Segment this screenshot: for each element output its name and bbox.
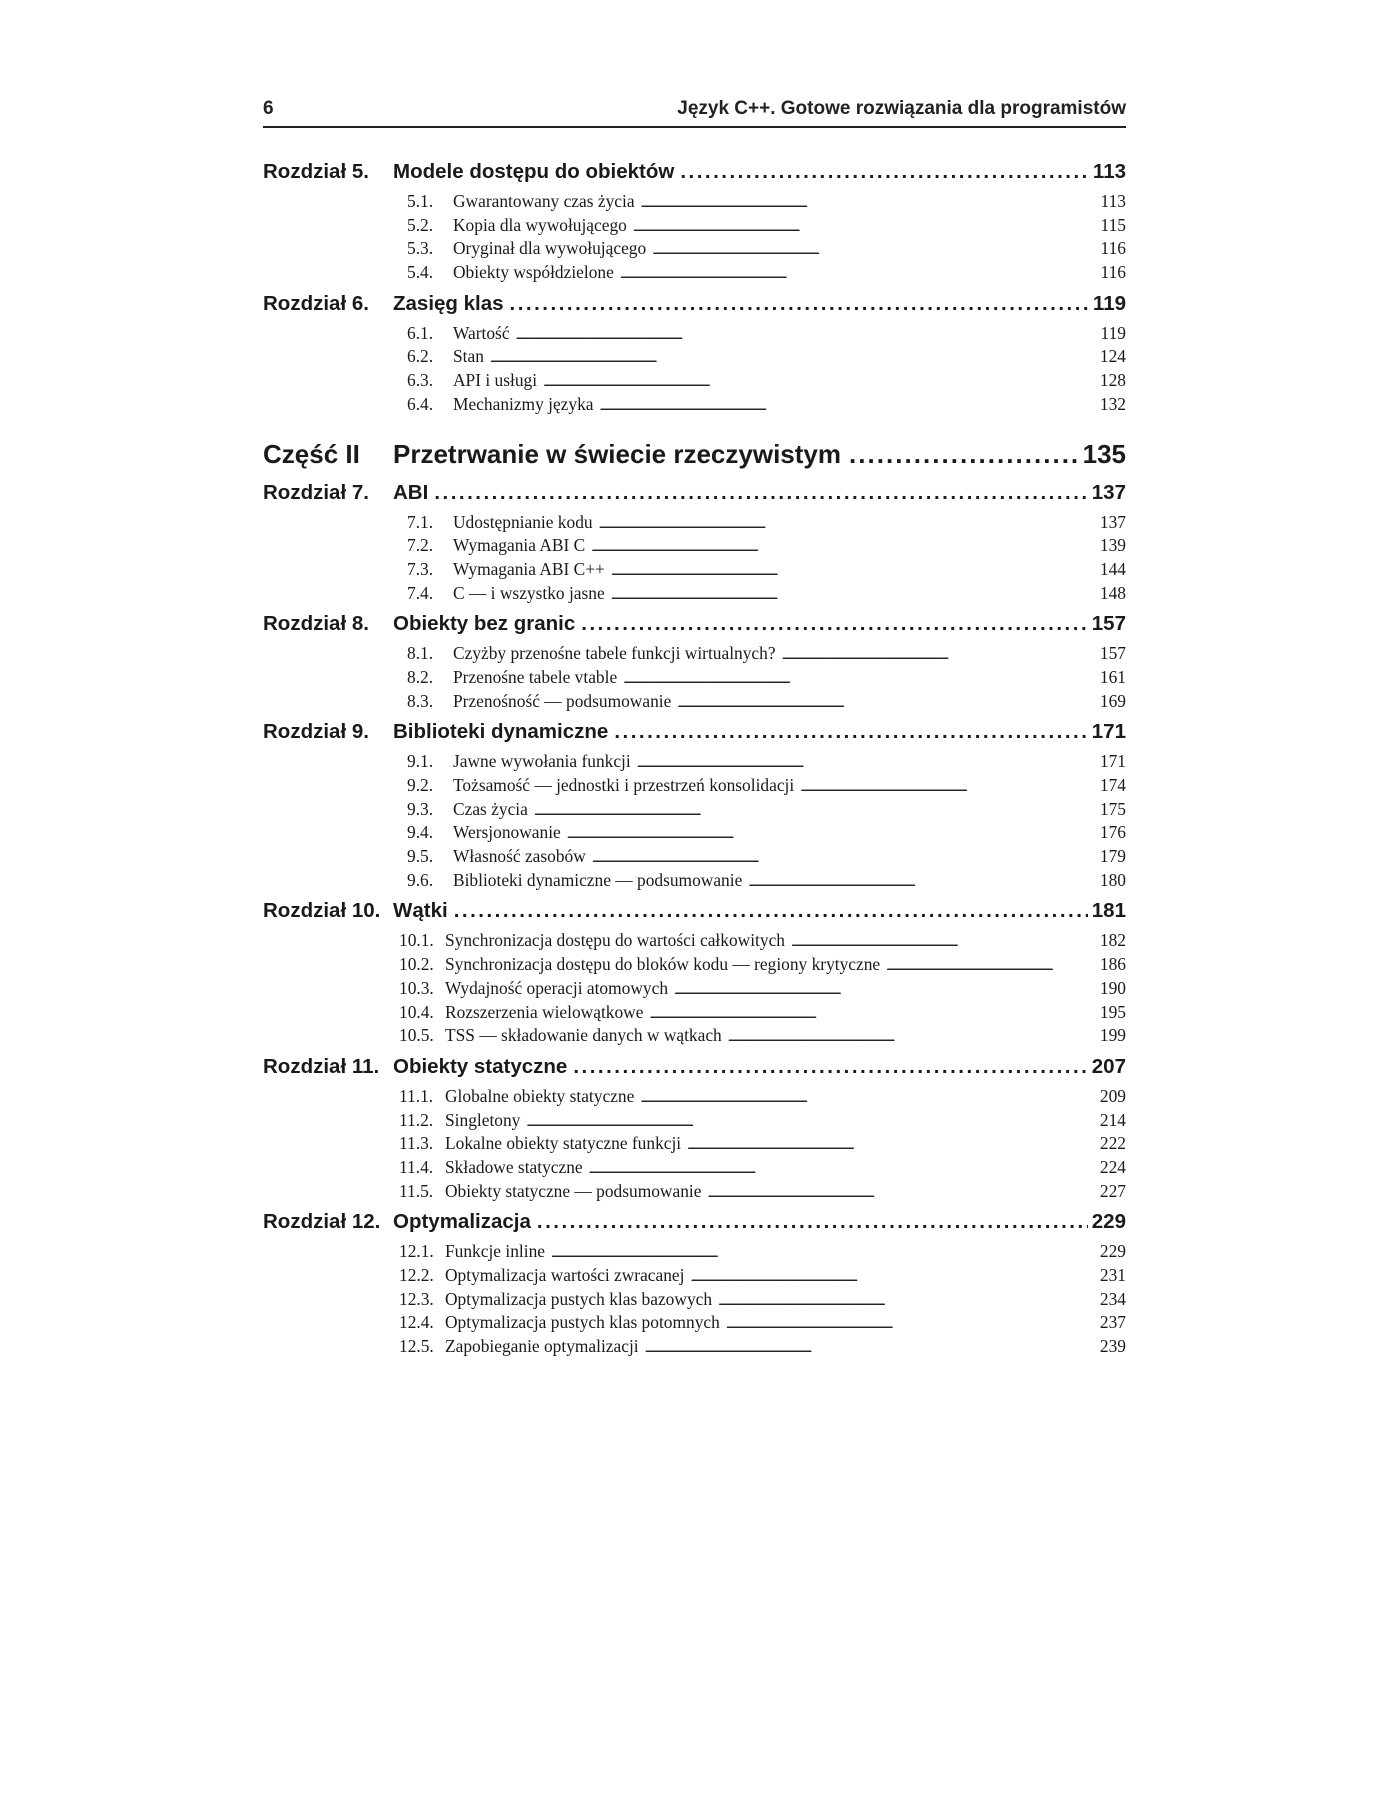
- toc-section[interactable]: [399, 929, 1126, 953]
- dot-leader: [728, 1024, 1096, 1048]
- section-page: 179: [1099, 846, 1126, 867]
- section-page: 116: [1100, 238, 1126, 259]
- section-page: 161: [1099, 666, 1126, 687]
- section-title: Optymalizacja pustych klas potomnych: [445, 1312, 720, 1333]
- dot-leader: [707, 1180, 1095, 1204]
- dot-leader: [454, 899, 1088, 923]
- section-page: 231: [1099, 1265, 1126, 1285]
- section-number: 7.2.: [407, 535, 434, 556]
- section-title: Wymagania ABI C: [453, 535, 586, 556]
- section-page: 222: [1099, 1133, 1126, 1154]
- section-number: 9.4.: [407, 822, 434, 843]
- section-page: 115: [1100, 214, 1126, 235]
- section-title: TSS — składowanie danych w wątkach: [445, 1025, 722, 1046]
- section-title: Globalne obiekty statyczne: [445, 1085, 635, 1106]
- section-list: [407, 190, 1126, 285]
- dot-leader: [690, 1264, 1095, 1288]
- chapter-label: Rozdział 12.: [263, 1210, 381, 1234]
- dot-leader: [748, 869, 1096, 893]
- section-number: 5.2.: [407, 214, 434, 235]
- chapter-page: 119: [1092, 291, 1126, 315]
- dot-leader: [726, 1311, 1096, 1335]
- dot-leader: [551, 1240, 1096, 1264]
- section-page: 113: [1100, 191, 1126, 211]
- toc-section[interactable]: [407, 534, 1126, 558]
- chapter-title: Modele dostępu do obiektów: [393, 160, 675, 183]
- section-page: 199: [1099, 1025, 1126, 1046]
- toc-chapter-12[interactable]: [263, 1210, 1126, 1240]
- dot-leader: [641, 190, 1097, 214]
- dot-leader: [434, 481, 1087, 505]
- chapter-label: Rozdział 7.: [263, 480, 369, 504]
- section-list: [399, 1085, 1126, 1203]
- dot-leader: [849, 439, 1081, 470]
- section-title: Synchronizacja dostępu do bloków kodu — regiony krytyczne: [445, 954, 881, 975]
- toc-chapter-11[interactable]: [263, 1055, 1126, 1085]
- toc-part-2[interactable]: [263, 439, 1126, 479]
- section-page: 144: [1099, 558, 1126, 579]
- section-number: 10.1.: [399, 930, 434, 951]
- section-list: [407, 322, 1126, 417]
- chapter-title: Biblioteki dynamiczne: [393, 720, 609, 744]
- section-number: 11.2.: [399, 1109, 434, 1130]
- dot-leader: [591, 534, 1096, 558]
- section-number: 11.4.: [399, 1156, 434, 1177]
- section-list: [399, 1240, 1126, 1358]
- dot-leader: [718, 1288, 1096, 1312]
- section-number: 11.3.: [399, 1133, 434, 1154]
- section-page: 180: [1099, 869, 1126, 890]
- section-title: Biblioteki dynamiczne — podsumowanie: [453, 869, 743, 890]
- toc-section[interactable]: [399, 1001, 1126, 1025]
- section-number: 6.1.: [407, 322, 434, 343]
- section-title: Wymagania ABI C++: [453, 558, 605, 579]
- section-number: 12.1.: [399, 1241, 434, 1262]
- section-title: Tożsamość — jednostki i przestrzeń konsolidacji: [453, 775, 795, 795]
- section-title: Jawne wywołania funkcji: [453, 751, 631, 772]
- dot-leader: [537, 1210, 1088, 1234]
- chapter-title: Obiekty statyczne: [393, 1054, 568, 1078]
- dot-leader: [516, 322, 1097, 346]
- section-page: 128: [1099, 370, 1126, 391]
- toc-section[interactable]: [407, 345, 1126, 369]
- chapter-page: 229: [1091, 1210, 1126, 1234]
- toc-section[interactable]: [407, 774, 1126, 798]
- part-title: Przetrwanie w świecie rzeczywistym: [393, 438, 841, 469]
- dot-leader: [652, 237, 1096, 261]
- section-number: 12.4.: [399, 1312, 434, 1333]
- section-title: Wydajność operacji atomowych: [445, 977, 669, 998]
- section-title: Przenośne tabele vtable: [453, 666, 618, 687]
- section-page: 124: [1099, 346, 1126, 367]
- toc-section[interactable]: [407, 322, 1126, 346]
- toc-section[interactable]: [407, 845, 1126, 869]
- section-title: Synchronizacja dostępu do wartości całkowitych: [445, 930, 785, 951]
- section-number: 5.1.: [407, 191, 434, 211]
- section-number: 9.5.: [407, 846, 434, 867]
- dot-leader: [599, 511, 1096, 535]
- toc-section[interactable]: [407, 558, 1126, 582]
- dot-leader: [592, 845, 1096, 869]
- chapter-page: 137: [1091, 480, 1126, 504]
- dot-leader: [510, 292, 1089, 316]
- section-number: 6.4.: [407, 393, 434, 414]
- chapter-label: Rozdział 8.: [263, 612, 369, 636]
- dot-leader: [645, 1335, 1096, 1359]
- toc-chapter-7[interactable]: [263, 481, 1126, 511]
- section-page: 119: [1100, 322, 1126, 343]
- section-number: 6.2.: [407, 346, 434, 367]
- toc-section[interactable]: [399, 1085, 1126, 1109]
- toc-section[interactable]: [399, 1264, 1126, 1288]
- section-number: 10.5.: [399, 1025, 434, 1046]
- section-page: 175: [1099, 798, 1126, 819]
- section-page: 234: [1099, 1288, 1126, 1309]
- chapter-page: 113: [1092, 160, 1126, 183]
- dot-leader: [677, 690, 1096, 714]
- dot-leader: [886, 953, 1096, 977]
- toc-section[interactable]: [407, 369, 1126, 393]
- dot-leader: [680, 160, 1089, 184]
- section-title: Kopia dla wywołującego: [453, 214, 627, 235]
- section-list: [407, 642, 1126, 713]
- dot-leader: [526, 1109, 1096, 1133]
- section-page: 157: [1099, 643, 1126, 664]
- section-page: 171: [1099, 751, 1126, 772]
- toc-chapter-8[interactable]: [263, 612, 1126, 642]
- section-title: Optymalizacja pustych klas bazowych: [445, 1288, 713, 1309]
- table-of-contents: [263, 160, 1126, 1360]
- toc-section[interactable]: [407, 511, 1126, 535]
- section-page: 176: [1099, 822, 1126, 843]
- toc-chapter-9[interactable]: [263, 720, 1126, 750]
- dot-leader: [687, 1132, 1096, 1156]
- toc-section[interactable]: [407, 821, 1126, 845]
- toc-section[interactable]: [407, 690, 1126, 714]
- section-title: Czas życia: [453, 798, 528, 819]
- dot-leader: [581, 612, 1088, 636]
- section-number: 7.4.: [407, 582, 434, 603]
- section-page: 209: [1099, 1085, 1126, 1106]
- chapter-title: ABI: [393, 480, 429, 504]
- dot-leader: [573, 1055, 1087, 1079]
- chapter-page: 181: [1091, 899, 1126, 923]
- section-title: Składowe statyczne: [445, 1156, 583, 1177]
- section-title: C — i wszystko jasne: [453, 582, 605, 603]
- section-number: 8.3.: [407, 690, 434, 711]
- chapter-label: Rozdział 11.: [263, 1054, 380, 1078]
- section-number: 11.5.: [399, 1180, 434, 1201]
- section-number: 8.2.: [407, 666, 434, 687]
- chapter-page: 171: [1091, 720, 1126, 744]
- dot-leader: [633, 214, 1097, 238]
- section-page: 239: [1099, 1336, 1126, 1357]
- toc-section[interactable]: [407, 750, 1126, 774]
- section-page: 174: [1099, 775, 1126, 795]
- section-page: 229: [1099, 1241, 1126, 1262]
- dot-leader: [782, 642, 1096, 666]
- chapter-label: Rozdział 5.: [263, 160, 369, 183]
- section-title: Udostępnianie kodu: [453, 511, 593, 532]
- dot-leader: [611, 558, 1096, 582]
- toc-section[interactable]: [399, 1335, 1126, 1359]
- section-title: Singletony: [445, 1109, 521, 1130]
- toc-section[interactable]: [399, 1180, 1126, 1204]
- part-page: 135: [1082, 438, 1126, 469]
- dot-leader: [600, 393, 1096, 417]
- chapter-title: Zasięg klas: [393, 291, 504, 315]
- dot-leader: [791, 929, 1096, 953]
- section-page: 227: [1099, 1180, 1126, 1201]
- page-number: 6: [263, 98, 274, 119]
- section-page: 132: [1099, 393, 1126, 414]
- dot-leader: [614, 720, 1087, 744]
- section-page: 139: [1099, 535, 1126, 556]
- section-number: 6.3.: [407, 370, 434, 391]
- section-number: 7.1.: [407, 511, 434, 532]
- toc-section[interactable]: [399, 1156, 1126, 1180]
- chapter-page: 157: [1091, 612, 1126, 636]
- toc-section[interactable]: [399, 1240, 1126, 1264]
- dot-leader: [640, 1085, 1096, 1109]
- section-number: 9.1.: [407, 751, 434, 772]
- chapter-label: Rozdział 9.: [263, 720, 369, 744]
- section-page: 186: [1099, 954, 1126, 975]
- toc-section[interactable]: [399, 1288, 1126, 1312]
- chapter-label: Rozdział 10.: [263, 899, 381, 923]
- toc-section[interactable]: [399, 1024, 1126, 1048]
- toc-section[interactable]: [407, 582, 1126, 606]
- toc-section[interactable]: [407, 261, 1126, 285]
- section-number: 8.1.: [407, 643, 434, 664]
- section-page: 195: [1099, 1001, 1126, 1022]
- dot-leader: [611, 582, 1096, 606]
- section-page: 182: [1099, 930, 1126, 951]
- section-number: 7.3.: [407, 558, 434, 579]
- section-page: 116: [1100, 262, 1126, 283]
- toc-section[interactable]: [407, 190, 1126, 214]
- section-page: 148: [1099, 582, 1126, 603]
- section-number: 5.3.: [407, 238, 434, 259]
- dot-leader: [800, 774, 1096, 798]
- section-title: Obiekty statyczne — podsumowanie: [445, 1180, 702, 1201]
- toc-section[interactable]: [407, 393, 1126, 417]
- section-page: 214: [1099, 1109, 1126, 1130]
- chapter-label: Rozdział 6.: [263, 291, 369, 315]
- section-title: Zapobieganie optymalizacji: [445, 1336, 639, 1357]
- section-title: Oryginał dla wywołującego: [453, 238, 647, 259]
- toc-section[interactable]: [407, 798, 1126, 822]
- section-list: [407, 511, 1126, 606]
- dot-leader: [589, 1156, 1096, 1180]
- section-number: 9.6.: [407, 869, 434, 890]
- section-title: Lokalne obiekty statyczne funkcji: [445, 1133, 682, 1154]
- chapter-page: 207: [1091, 1054, 1126, 1078]
- section-title: Stan: [453, 346, 484, 367]
- section-page: 137: [1099, 511, 1126, 532]
- toc-section[interactable]: [399, 953, 1126, 977]
- dot-leader: [637, 750, 1096, 774]
- section-title: Własność zasobów: [453, 846, 586, 867]
- toc-section[interactable]: [399, 1311, 1126, 1335]
- dot-leader: [490, 345, 1096, 369]
- dot-leader: [649, 1001, 1095, 1025]
- toc-chapter-10[interactable]: [263, 899, 1126, 929]
- section-page: 224: [1099, 1156, 1126, 1177]
- section-title: Mechanizmy języka: [453, 393, 594, 414]
- part-label: Część II: [263, 438, 360, 469]
- dot-leader: [674, 977, 1096, 1001]
- section-page: 237: [1099, 1312, 1126, 1333]
- section-title: Wersjonowanie: [453, 822, 561, 843]
- section-number: 12.3.: [399, 1288, 434, 1309]
- section-number: 9.3.: [407, 798, 434, 819]
- section-title: Gwarantowany czas życia: [453, 191, 635, 211]
- dot-leader: [534, 798, 1096, 822]
- section-page: 169: [1099, 690, 1126, 711]
- section-number: 11.1.: [399, 1085, 434, 1106]
- toc-section[interactable]: [407, 666, 1126, 690]
- toc-chapter-6[interactable]: [263, 292, 1126, 322]
- section-page: 190: [1099, 977, 1126, 998]
- section-title: Optymalizacja wartości zwracanej: [445, 1265, 685, 1285]
- section-number: 5.4.: [407, 262, 434, 283]
- toc-section[interactable]: [407, 237, 1126, 261]
- section-list: [399, 929, 1126, 1047]
- section-number: 9.2.: [407, 775, 434, 795]
- section-title: Wartość: [453, 322, 510, 343]
- chapter-title: Obiekty bez granic: [393, 612, 576, 636]
- toc-section[interactable]: [399, 1109, 1126, 1133]
- toc-section[interactable]: [407, 214, 1126, 238]
- section-title: Obiekty współdzielone: [453, 262, 614, 283]
- section-number: 10.4.: [399, 1001, 434, 1022]
- section-title: Przenośność — podsumowanie: [453, 690, 672, 711]
- page-header: [263, 96, 1126, 128]
- toc-chapter-5[interactable]: [263, 160, 1126, 190]
- section-title: Rozszerzenia wielowątkowe: [445, 1001, 644, 1022]
- section-title: Czyżby przenośne tabele funkcji wirtualnych?: [453, 643, 776, 664]
- section-title: API i usługi: [453, 370, 538, 391]
- toc-section[interactable]: [399, 977, 1126, 1001]
- section-list: [407, 750, 1126, 892]
- dot-leader: [543, 369, 1096, 393]
- chapter-title: Wątki: [393, 899, 448, 923]
- section-title: Funkcje inline: [445, 1241, 545, 1262]
- section-number: 12.5.: [399, 1336, 434, 1357]
- running-title: Język C++. Gotowe rozwiązania dla programistów: [677, 98, 1126, 119]
- section-number: 10.2.: [399, 954, 434, 975]
- dot-leader: [567, 821, 1096, 845]
- toc-section[interactable]: [407, 869, 1126, 893]
- toc-section[interactable]: [399, 1132, 1126, 1156]
- dot-leader: [620, 261, 1097, 285]
- toc-section[interactable]: [407, 642, 1126, 666]
- section-number: 10.3.: [399, 977, 434, 998]
- dot-leader: [623, 666, 1096, 690]
- section-number: 12.2.: [399, 1265, 434, 1285]
- chapter-title: Optymalizacja: [393, 1210, 531, 1234]
